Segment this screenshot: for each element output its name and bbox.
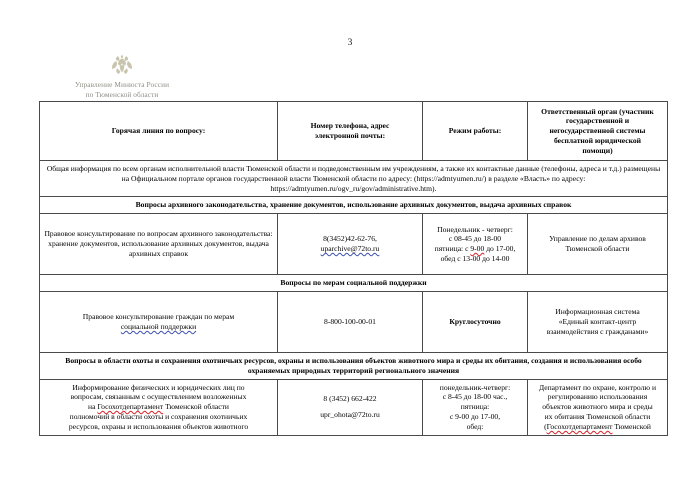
header-contacts-line2: электронной почты: (314, 131, 386, 140)
schedule-archives (423, 214, 528, 275)
schedule-archives-line1: Понедельник - четверг: (437, 224, 513, 234)
topic-hunting-line3-c: Тюменской области (165, 402, 229, 412)
topic-hunting-line4: полномочий в области охоты и сохранения охотничьих (69, 411, 248, 421)
schedule-archives-line3-b: 9-00 (470, 244, 485, 254)
table-row (40, 379, 668, 435)
table-row (40, 291, 668, 352)
email-archives[interactable]: uparchive@72to.ru (320, 244, 380, 254)
organization-hunting-line5-c: Тюменской (612, 421, 651, 431)
header-organization-line3: негосударственной системы (549, 126, 646, 136)
schedule-hunting-line4: с 9-00 до 17-00, (449, 411, 501, 421)
table-row (40, 214, 668, 275)
section-title-hunting: Вопросы в области охоты и сохранения охотничьих ресурсов, охраны и использования объектов животного мира и среды их обитания, создания и использования особо охраняемых природных территорий регионального значения (40, 352, 668, 379)
double-headed-eagle-emblem (109, 52, 135, 78)
schedule-hunting-line3: пятница: (460, 402, 490, 412)
organization-hunting-line5-b: Госохотдепартамент (546, 421, 613, 431)
header-organization (528, 102, 668, 161)
page-number: 3 (347, 38, 353, 48)
section-title-social: Вопросы по мерам социальной поддержки (40, 275, 668, 292)
header-contacts-line1: Номер телефона, адрес (310, 121, 390, 131)
topic-hunting-line3 (88, 402, 229, 411)
schedule-hunting (423, 379, 528, 435)
topic-hunting-line2: вопросам, связанным с осуществлением возложенных (70, 392, 247, 402)
schedule-archives-line3-a: пятница: с (434, 244, 469, 254)
header-organization-line2: государственной и (565, 116, 630, 126)
organization-archives-line1: Управление по делам архивов (549, 234, 646, 244)
phone-archives: 8(3452)42-62-76, (323, 234, 377, 244)
general-note: Общая информация по всем органам исполнительной власти Тюменской области и подведомственным им учреждениям, а также их контактные данные (телефоны, адреса и т.д.) размещены на Официальном портале органов государственной власти Тюменской области по адресу: (https://admtyumen.ru/) в разделе «Власть» по адресу: https://admtyumen.ru/ogv_ru/gov/administrative.htm). (40, 161, 668, 197)
schedule-social: Круглосуточно (423, 291, 528, 352)
header-organization-line4: бесплатной юридической (553, 135, 642, 145)
topic-social (40, 291, 278, 352)
letterhead-line-1: Управление Минюста России (74, 80, 170, 89)
header-contacts (278, 102, 423, 161)
section-title-archives: Вопросы архивного законодательства, хранение документов, использование архивных документов, выдача архивных справок (40, 197, 668, 214)
topic-hunting-line3-b: Госохотдепартамент (97, 402, 164, 412)
section-title-row-archives (40, 197, 668, 214)
section-title-row-social (40, 275, 668, 292)
hotline-table (39, 101, 668, 436)
schedule-archives-line2: с 08-45 до 18-00 (448, 234, 502, 244)
schedule-hunting-line2: с 8-45 до 18-00 час., (442, 392, 508, 402)
letterhead-line-2: по Тюменской области (85, 89, 159, 99)
schedule-archives-line4: обед с 13-00 до 14-00 (440, 253, 510, 263)
topic-social-line2: социальной поддержки (120, 321, 197, 331)
header-topic: Горячая линия по вопросу: (40, 102, 278, 161)
organization-hunting-line5-a: ( (544, 421, 547, 431)
topic-hunting (40, 379, 278, 435)
topic-hunting-line1: Информирование физических и юридических лиц по (72, 382, 245, 392)
topic-hunting-line3-a: на (88, 402, 96, 412)
organization-hunting-line1: Департамент по охране, контролю и (538, 382, 657, 392)
schedule-hunting-line1: понедельник-четверг: (439, 382, 511, 392)
header-schedule: Режим работы: (423, 102, 528, 161)
schedule-archives-line3-c: до 17-00, (486, 244, 516, 254)
organization-archives-line2: Тюменской области (565, 244, 630, 254)
organization-social-line3: взаимодействия с гражданами» (546, 326, 649, 336)
contacts-hunting (278, 379, 423, 435)
topic-archives: Правовое консультирование по вопросам архивного законодательства: хранение документов, использование архивных документов, выдача архивных справок (40, 214, 278, 275)
organization-hunting-line3: объектов животного мира и среды (542, 402, 653, 412)
phone-social: 8-800-100-00-01 (278, 291, 423, 352)
contacts-archives (278, 214, 423, 275)
schedule-hunting-line5: обед: (466, 421, 484, 431)
organization-hunting-line2: регулированию использования (547, 392, 648, 402)
organization-archives (528, 214, 668, 275)
organization-hunting-line4: их обитания Тюменской области (544, 411, 651, 421)
table-header-row (40, 102, 668, 161)
phone-hunting: 8 (3452) 662-422 (323, 394, 377, 404)
organization-social (528, 291, 668, 352)
header-organization-line1: Ответственный орган (участник (541, 106, 654, 116)
organization-social-line2: «Единый контакт-центр (558, 317, 637, 327)
general-note-row (40, 161, 668, 197)
email-hunting[interactable]: upr_ohota@72to.ru (320, 410, 380, 420)
section-title-row-hunting (40, 352, 668, 379)
topic-social-line1: Правовое консультирование граждан по мерам (82, 312, 235, 322)
organization-hunting-line5 (544, 422, 651, 431)
organization-social-line1: Информационная система (555, 307, 640, 317)
letterhead (32, 52, 212, 99)
schedule-archives-line3 (427, 244, 523, 254)
header-organization-line5: помощи) (582, 145, 613, 155)
topic-hunting-line5: ресурсов, охраны и использования объектов животного (68, 421, 249, 431)
organization-hunting (528, 379, 668, 435)
